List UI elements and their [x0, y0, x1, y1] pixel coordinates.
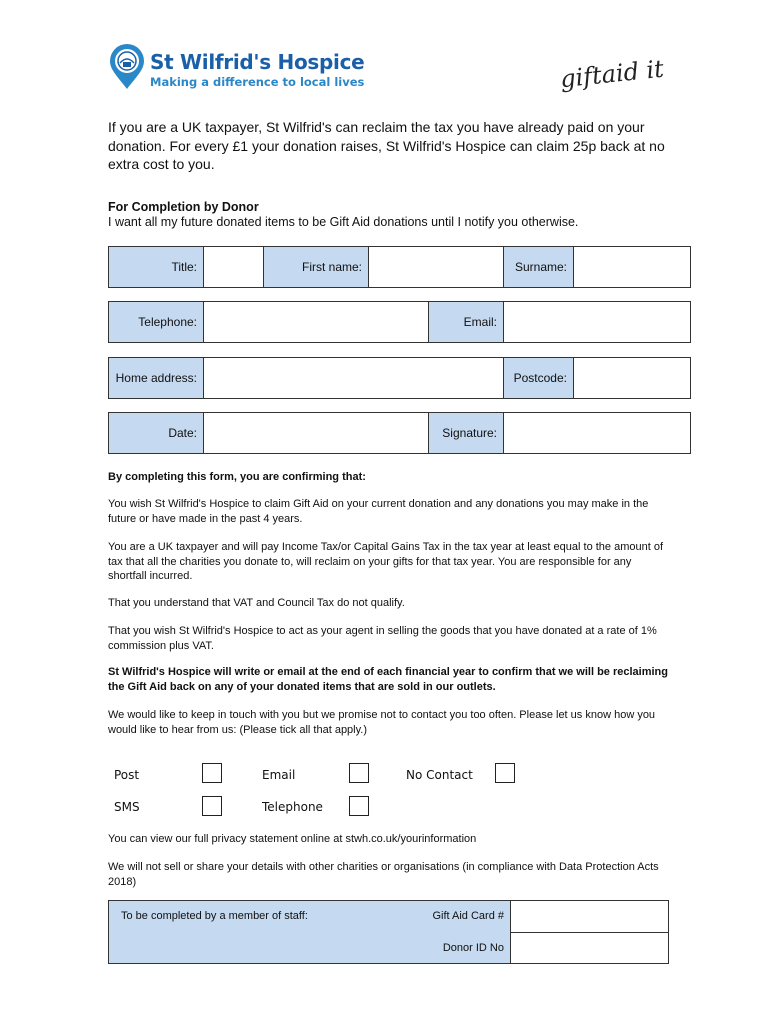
giftaid-logo: giftaid it: [558, 54, 666, 94]
confirm-heading: By completing this form, you are confirming that:: [108, 471, 366, 483]
data-protection-statement: We will not sell or share your details with other charities or organisations (in compliance with Data Protection Acts 2018): [108, 861, 659, 888]
confirm-p3: That you understand that VAT and Council Tax do not qualify.: [108, 597, 405, 609]
staff-label: To be completed by a member of staff:: [121, 910, 308, 922]
email-label: Email:: [429, 302, 504, 342]
email-checkbox[interactable]: [349, 763, 369, 783]
confirm-p1: You wish St Wilfrid's Hospice to claim Gift Aid on your current donation and any donations you may make in the future or have made in the past 4 years.: [108, 498, 649, 525]
date-label: Date:: [109, 413, 204, 453]
donor-heading: For Completion by Donor: [108, 200, 259, 214]
contact-intro: We would like to keep in touch with you but we promise not to contact you too often. Please let us know how you would like to hear from us: (Please tick all that apply.): [108, 709, 656, 736]
sms-option-label: SMS: [114, 800, 140, 814]
privacy-statement: You can view our full privacy statement online at stwh.co.uk/yourinformation: [108, 833, 477, 845]
no-contact-option-label: No Contact: [406, 768, 473, 782]
first-name-field[interactable]: [369, 247, 504, 287]
staff-section: [108, 900, 669, 964]
surname-label: Surname:: [504, 247, 574, 287]
signature-label: Signature:: [429, 413, 504, 453]
intro-text: If you are a UK taxpayer, St Wilfrid's can reclaim the tax you have already paid on your donation. For every £1 your donation raises, St Wilfrid's Hospice can claim 25p back at no extra cost to you.: [108, 119, 665, 172]
telephone-option-label: Telephone: [262, 800, 323, 814]
home-address-label: Home address:: [109, 358, 204, 398]
title-label: Title:: [109, 247, 204, 287]
date-field[interactable]: [204, 413, 429, 453]
telephone-checkbox[interactable]: [349, 796, 369, 816]
telephone-label: Telephone:: [109, 302, 204, 342]
post-checkbox[interactable]: [202, 763, 222, 783]
email-field[interactable]: [504, 302, 690, 342]
gift-aid-card-field[interactable]: [511, 901, 668, 933]
sms-checkbox[interactable]: [202, 796, 222, 816]
gift-aid-card-label: Gift Aid Card #: [432, 910, 504, 922]
confirm-p2: You are a UK taxpayer and will pay Income Tax/or Capital Gains Tax in the tax year at least equal to the amount of tax that all the charities you donate to, will reclaim on your gifts for that tax year. You are responsible for any shortfall incurred.: [108, 541, 664, 582]
no-contact-checkbox[interactable]: [495, 763, 515, 783]
home-address-field[interactable]: [204, 358, 504, 398]
org-name: St Wilfrid's Hospice: [150, 50, 365, 74]
postcode-label: Postcode:: [504, 358, 574, 398]
telephone-field[interactable]: [204, 302, 429, 342]
email-option-label: Email: [262, 768, 296, 782]
signature-row: [108, 412, 691, 454]
first-name-label: First name:: [264, 247, 369, 287]
donor-id-field[interactable]: [511, 933, 668, 963]
signature-field[interactable]: [504, 413, 690, 453]
surname-field[interactable]: [574, 247, 690, 287]
confirm-p4: That you wish St Wilfrid's Hospice to act as your agent in selling the goods that you have donated at a rate of 1% commission plus VAT.: [108, 625, 657, 652]
donor-id-label: Donor ID No: [442, 942, 504, 954]
post-option-label: Post: [114, 768, 140, 782]
contact-row: [108, 301, 691, 343]
name-row: [108, 246, 691, 288]
postcode-field[interactable]: [574, 358, 690, 398]
donor-statement: I want all my future donated items to be Gift Aid donations until I notify you otherwise.: [108, 215, 579, 229]
gift-aid-notice: St Wilfrid's Hospice will write or email at the end of each financial year to confirm that we will be reclaiming the Gift Aid back on any of your donated items that are sold in our outlets.: [108, 666, 668, 693]
org-tagline: Making a difference to local lives: [150, 75, 365, 89]
address-row: [108, 357, 691, 399]
hospice-logo-icon: [108, 42, 146, 90]
title-field[interactable]: [204, 247, 264, 287]
